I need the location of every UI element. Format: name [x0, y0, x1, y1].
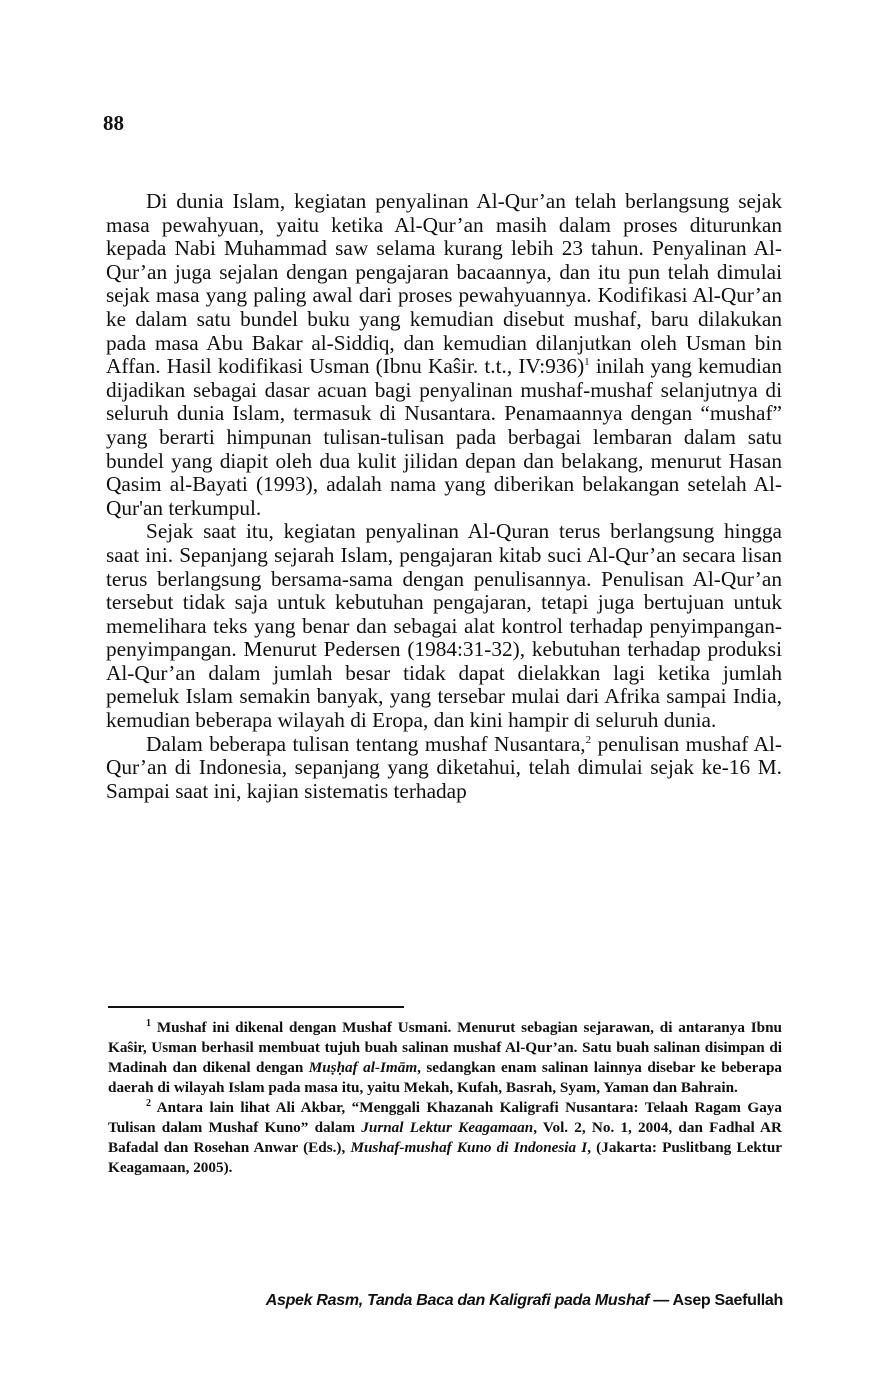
footnote-ref-2: 2 — [585, 733, 592, 746]
footnote-2-text-mid: , Vol. 2, No. 1, 2004, dan Fadhal AR Bafadal dan Rosehan Anwar (Eds.), — [108, 1119, 782, 1156]
footnotes — [108, 1018, 782, 1178]
running-footer — [180, 1292, 783, 1310]
paragraph-3 — [106, 733, 782, 804]
footnote-2-text-cont: , (Jakarta: Puslitbang Lektur Keagamaan, 2005). — [108, 1139, 783, 1176]
running-footer-separator: — — [649, 1292, 673, 1309]
paragraph-1-text-cont: inilah yang kemudian dijadikan sebagai dasar acuan bagi penyalinan mushaf-mushaf selanjutnya di seluruh dunia Islam, termasuk di Nusantara. Penamaannya dengan “mushaf” yang berarti himpunan tulisan-tulisan pada berbagai lembaran dalam satu bundel yang diapit oleh dua kulit jilidan depan dan belakang, menurut Hasan Qasim al-Bayati (1993), adalah nama yang diberikan belakangan setelah Al-Qur'an terkumpul. — [106, 354, 782, 520]
running-footer-title: Aspek Rasm, Tanda Baca dan Kaligrafi pada Mushaf — [265, 1292, 650, 1309]
footnote-2-text: Antara lain lihat Ali Akbar, “Menggali Khazanah Kaligrafi Nusantara: Telaah Ragam Gaya Tulisan dalam Mushaf Kuno” dalam — [108, 1099, 782, 1136]
paragraph-1-text: Di dunia Islam, kegiatan penyalinan Al-Qur’an telah berlangsung sejak masa pewahyuan, yaitu ketika Al-Qur’an masih dalam proses diturunkan kepada Nabi Muhammad saw selama kurang lebih 23 tahun. Penyalinan Al-Qur’an juga sejalan dengan pengajaran bacaannya, dan itu pun telah dimulai sejak masa yang paling awal dari proses pewahyuannya. Kodifikasi Al-Qur’an ke dalam satu bundel buku yang kemudian disebut mushaf, baru dilakukan pada masa Abu Bakar al-Siddiq, dan kemudian dilanjutkan oleh Usman bin Affan. Hasil kodifikasi Usman (Ibnu Kaŝir. t.t., IV:936) — [106, 189, 782, 379]
footnote-1-text-cont: , sedangkan enam salinan lainnya disebar ke beberapa daerah di wilayah Islam pada masa itu, yaitu Mekah, Kufah, Basrah, Syam, Yaman dan Bahrain. — [108, 1059, 782, 1096]
footnote-1-text: Mushaf ini dikenal dengan Mushaf Usmani. Menurut sebagian sejarawan, di antaranya Ibnu Kaŝir, Usman berhasil membuat tujuh buah salinan mushaf Al-Qur’an. Satu buah salinan disimpan di Madinah dan dikenal dengan — [108, 1019, 783, 1076]
footnote-2-book: Mushaf-mushaf Kuno di Indonesia I — [350, 1139, 588, 1156]
footnote-1-italic: Muṣḥaf al-Imām — [308, 1059, 418, 1076]
page-number: 88 — [103, 111, 124, 135]
paragraph-3-text-cont: penulisan mushaf Al-Qur’an di Indonesia, sepanjang yang diketahui, telah dimulai sejak ke-16 M. Sampai saat ini, kajian sistematis terhadap — [106, 731, 782, 803]
footnote-1-marker: 1 — [146, 1018, 151, 1029]
paragraph-3-text: Dalam beberapa tulisan tentang mushaf Nusantara, — [146, 731, 586, 756]
footnote-ref-1: 1 — [584, 356, 590, 369]
paragraph-2: Sejak saat itu, kegiatan penyalinan Al-Quran terus berlangsung hingga saat ini. Sepanjang sejarah Islam, pengajaran kitab suci Al-Qur’an secara lisan terus berlangsung bersama-sama dengan penulisannya. Penulisan Al-Qur’an tersebut tidak saja untuk kebutuhan pengajaran, tetapi juga bertujuan untuk memelihara teks yang benar dan sebagai alat kontrol terhadap penyimpangan-penyimpangan. Menurut Pedersen (1984:31-32), kebutuhan terhadap produksi Al-Qur’an dalam jumlah besar tidak dapat dielakkan lagi ketika jumlah pemeluk Islam semakin banyak, yang tersebar mulai dari Afrika sampai India, kemudian beberapa wilayah di Eropa, dan kini hampir di seluruh dunia. — [106, 519, 782, 733]
footnote-divider — [108, 1006, 404, 1008]
running-footer-author: Asep Saefullah — [672, 1292, 783, 1309]
main-text — [106, 190, 782, 803]
footnote-2-marker: 2 — [146, 1098, 151, 1109]
footnote-1 — [108, 1018, 782, 1098]
footnote-2 — [108, 1098, 782, 1178]
footnote-2-journal: Jurnal Lektur Keagamaan — [361, 1119, 534, 1136]
paragraph-1 — [106, 190, 782, 520]
